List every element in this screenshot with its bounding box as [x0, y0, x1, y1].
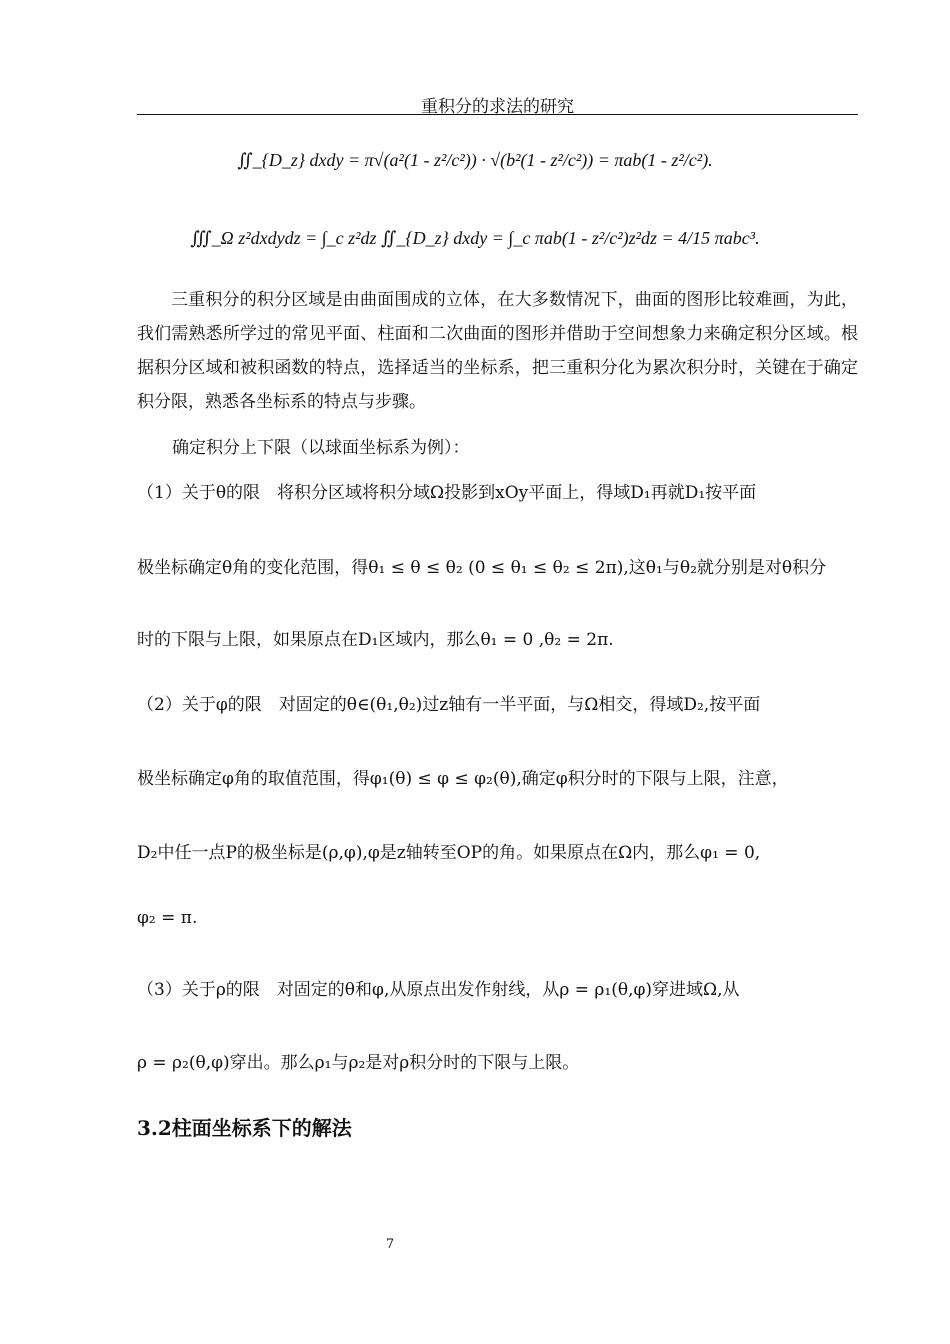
equation-2: ∭_Ω z²dxdydz = ∫_c z²dz ∬_{D_z} dxdy = ∫_c πab(1 - z²/c²)z²dz = 4/15 πabc³.: [190, 228, 760, 248]
item2-line1: （2）关于φ的限 对固定的θ∈(θ₁,θ₂)过z轴有一半平面，与Ω相交，得域D₂,按平面: [137, 695, 761, 715]
running-header: 重积分的求法的研究: [421, 97, 574, 117]
paragraph-1: 三重积分的积分区域是由曲面围成的立体，在大多数情况下，曲面的图形比较难画，为此，我们需熟悉所学过的常见平面、柱面和二次曲面的图形并借助于空间想象力来确定积分区域。根据积分区域和被积函数的特点，选择适当的坐标系，把三重积分化为累次积分时，关键在于确定积分限，熟悉各坐标系的特点与步骤。: [137, 290, 858, 412]
section-heading: 3.2柱面坐标系下的解法: [137, 1116, 352, 1140]
item3-line2: ρ = ρ₂(θ,φ)穿出。那么ρ₁与ρ₂是对ρ积分时的下限与上限。: [137, 1053, 580, 1073]
header-rule: [137, 114, 858, 115]
paragraph-2: 确定积分上下限（以球面坐标系为例）：: [172, 438, 470, 458]
item2-line4: φ₂ = π.: [137, 908, 198, 928]
item2-line2: 极坐标确定φ角的取值范围，得φ₁(θ) ≤ φ ≤ φ₂(θ),确定φ积分时的下限与上限，注意，: [137, 769, 789, 789]
item2-line3: D₂中任一点P的极坐标是(ρ,φ),φ是z轴转至OP的角。如果原点在Ω内，那么φ₁ = 0,: [137, 843, 761, 863]
item1-line3: 时的下限与上限，如果原点在D₁区域内，那么θ₁ = 0 ,θ₂ = 2π.: [137, 630, 614, 650]
item3-line1: （3）关于ρ的限 对固定的θ和φ,从原点出发作射线，从ρ = ρ₁(θ,φ)穿进域Ω,从: [137, 980, 740, 1000]
item1-line2: 极坐标确定θ角的变化范围，得θ₁ ≤ θ ≤ θ₂ (0 ≤ θ₁ ≤ θ₂ ≤ 2π),这θ₁与θ₂就分别是对θ积分: [137, 558, 827, 578]
equation-1: ∬_{D_z} dxdy = π√(a²(1 - z²/c²)) · √(b²(1 - z²/c²)) = πab(1 - z²/c²).: [237, 150, 713, 170]
page-number: 7: [385, 1237, 395, 1252]
item1-line1: （1）关于θ的限 将积分区域将积分域Ω投影到xOy平面上，得域D₁再就D₁按平面: [137, 483, 757, 503]
